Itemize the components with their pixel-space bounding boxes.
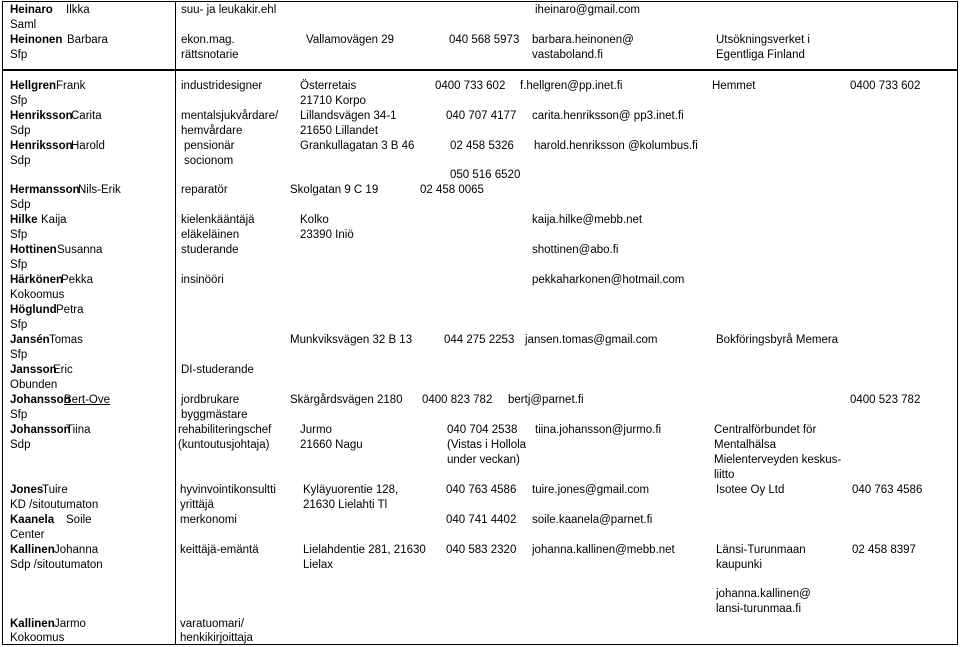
- surname: Heinaro: [10, 4, 53, 16]
- employer: Isotee Oy Ltd: [716, 484, 785, 496]
- address: 23390 Iniö: [300, 229, 354, 241]
- occupation: rättsnotarie: [181, 49, 239, 61]
- occupation: keittäjä-emäntä: [180, 544, 259, 556]
- address: Österretais: [300, 80, 357, 92]
- occupation: studerande: [181, 244, 239, 256]
- party: Sfp: [10, 95, 28, 107]
- email[interactable]: iheinaro@gmail.com: [535, 4, 640, 16]
- surname: Henriksson: [10, 110, 73, 122]
- occupation: varatuomari/: [180, 618, 244, 630]
- address: Munkviksvägen 32 B 13: [290, 334, 413, 346]
- email[interactable]: f.hellgren@pp.inet.fi: [520, 80, 623, 92]
- employer-email[interactable]: johanna.kallinen@: [716, 588, 811, 600]
- address: Jurmo: [300, 424, 332, 436]
- occupation: (kuntoutusjohtaja): [178, 439, 270, 451]
- first-name: Susanna: [57, 244, 103, 256]
- surname: Kallinen: [10, 618, 55, 630]
- surname: Henriksson: [10, 140, 73, 152]
- party: Saml: [10, 19, 37, 31]
- occupation: rehabiliteringschef: [178, 424, 272, 436]
- phone: 02 458 5326: [450, 140, 514, 152]
- employer: Egentliga Finland: [716, 49, 805, 61]
- first-name: Pekka: [61, 274, 93, 286]
- first-name: Kaija: [41, 214, 67, 226]
- first-name: Barbara: [67, 34, 108, 46]
- first-name: Eric: [53, 364, 73, 376]
- email[interactable]: bertj@parnet.fi: [508, 394, 584, 406]
- occupation: hemvårdare: [181, 125, 243, 137]
- phone: 0400 733 602: [435, 80, 506, 92]
- party: Sdp: [10, 439, 31, 451]
- grid-line: [2, 1, 3, 645]
- phone: 02 458 8397: [852, 544, 916, 556]
- party: Sfp: [10, 409, 28, 421]
- occupation: reparatör: [181, 184, 228, 196]
- address: Lillandsvägen 34-1: [300, 110, 397, 122]
- surname: Kaanela: [10, 514, 55, 526]
- phone: 040 741 4402: [446, 514, 517, 526]
- occupation: jordbrukare: [181, 394, 240, 406]
- occupation: insinööri: [181, 274, 224, 286]
- party: Sfp: [10, 349, 28, 361]
- phone: 040 763 4586: [446, 484, 517, 496]
- address: Lielahdentie 281, 21630: [303, 544, 426, 556]
- phone: 040 704 2538: [447, 424, 518, 436]
- email[interactable]: tuire.jones@gmail.com: [532, 484, 650, 496]
- address: Vallamovägen 29: [306, 34, 395, 46]
- email[interactable]: vastaboland.fi: [532, 49, 603, 61]
- email[interactable]: pekkaharkonen@hotmail.com: [532, 274, 685, 286]
- address: Kyläyuorentie 128,: [303, 484, 399, 496]
- occupation: merkonomi: [180, 514, 237, 526]
- phone: 040 583 2320: [446, 544, 517, 556]
- occupation: hyvinvointikonsultti: [180, 484, 276, 496]
- first-name: Tiina: [66, 424, 91, 436]
- party: Sdp /sitoutumaton: [10, 559, 103, 571]
- occupation: pensionär: [184, 140, 235, 152]
- employer: Länsi-Turunmaan: [716, 544, 806, 556]
- phone: 0400 523 782: [850, 394, 921, 406]
- first-name: Harold: [71, 140, 105, 152]
- surname: Hermansson: [10, 184, 80, 196]
- party: Sdp: [10, 155, 31, 167]
- email[interactable]: kaija.hilke@mebb.net: [532, 214, 643, 226]
- email[interactable]: carita.henriksson@ pp3.inet.fi: [532, 110, 684, 122]
- first-name: Frank: [56, 80, 86, 92]
- occupation: mentalsjukvårdare/: [181, 110, 279, 122]
- surname: Höglund: [10, 304, 57, 316]
- occupation: DI-studerande: [181, 364, 254, 376]
- employer: liitto: [714, 469, 735, 481]
- employer: Bokföringsbyrå Memera: [716, 334, 839, 346]
- party: Obunden: [10, 379, 58, 391]
- grid-line: [175, 1, 176, 645]
- surname: Kallinen: [10, 544, 55, 556]
- email[interactable]: soile.kaanela@parnet.fi: [532, 514, 653, 526]
- phone: 040 707 4177: [446, 110, 517, 122]
- email[interactable]: johanna.kallinen@mebb.net: [532, 544, 675, 556]
- address: Kolko: [300, 214, 329, 226]
- surname: Jansén: [10, 334, 50, 346]
- occupation: yrittäjä: [180, 499, 214, 511]
- grid-line: [2, 644, 958, 645]
- email[interactable]: barbara.heinonen@: [532, 34, 634, 46]
- employer: kaupunki: [716, 559, 763, 571]
- party: KD /sitoutumaton: [10, 499, 99, 511]
- occupation: ekon.mag.: [181, 34, 235, 46]
- phone: 02 458 0065: [420, 184, 484, 196]
- surname: Johansson: [10, 394, 71, 406]
- first-name: Petra: [56, 304, 84, 316]
- surname: Härkönen: [10, 274, 64, 286]
- employer: Centralförbundet för: [714, 424, 817, 436]
- first-name: Carita: [71, 110, 102, 122]
- party: Sdp: [10, 125, 31, 137]
- phone: 0400 733 602: [850, 80, 921, 92]
- phone: 040 763 4586: [852, 484, 923, 496]
- occupation: eläkeläinen: [181, 229, 240, 241]
- address: 21630 Lielahti Tl: [303, 499, 388, 511]
- employer: Mielenterveyden keskus-: [714, 454, 842, 466]
- address: 21650 Lillandet: [300, 125, 379, 137]
- email[interactable]: jansen.tomas@gmail.com: [525, 334, 658, 346]
- party: Sfp: [10, 229, 28, 241]
- address: Lielax: [303, 559, 334, 571]
- surname: Heinonen: [10, 34, 63, 46]
- email[interactable]: shottinen@abo.fi: [532, 244, 619, 256]
- phone: 044 275 2253: [444, 334, 515, 346]
- occupation: socionom: [184, 155, 234, 167]
- phone: (Vistas i Hollola: [447, 439, 527, 451]
- occupation: henkikirjoittaja: [180, 632, 253, 644]
- email[interactable]: tiina.johansson@jurmo.fi: [535, 424, 662, 436]
- occupation: byggmästare: [181, 409, 248, 421]
- surname: Johansson: [10, 424, 71, 436]
- employer: Utsökningsverket i: [716, 34, 810, 46]
- occupation: kielenkääntäjä: [181, 214, 255, 226]
- grid-line: [2, 69, 958, 71]
- first-name: Bert-Ove: [64, 394, 111, 406]
- party: Kokoomus: [10, 289, 65, 301]
- address: Skärgårdsvägen 2180: [290, 394, 403, 406]
- employer: Hemmet: [712, 80, 756, 92]
- phone: 0400 823 782: [422, 394, 493, 406]
- address: Skolgatan 9 C 19: [290, 184, 379, 196]
- first-name: Ilkka: [66, 4, 90, 16]
- phone: 050 516 6520: [450, 169, 521, 181]
- party: Sfp: [10, 259, 28, 271]
- phone: under veckan): [447, 454, 520, 466]
- party: Sfp: [10, 49, 28, 61]
- party: Center: [10, 529, 45, 541]
- party: Kokoomus: [10, 632, 65, 644]
- employer: Mentalhälsa: [714, 439, 777, 451]
- first-name: Johanna: [54, 544, 99, 556]
- email[interactable]: harold.henriksson @kolumbus.fi: [534, 140, 698, 152]
- surname: Jones: [10, 484, 44, 496]
- first-name: Tuire: [42, 484, 68, 496]
- surname: Jansson: [10, 364, 57, 376]
- address: Grankullagatan 3 B 46: [300, 140, 415, 152]
- party: Sdp: [10, 199, 31, 211]
- address: 21660 Nagu: [300, 439, 363, 451]
- phone: 040 568 5973: [449, 34, 520, 46]
- first-name: Nils-Erik: [78, 184, 121, 196]
- first-name: Jarmo: [54, 618, 86, 630]
- surname: Hellgren: [10, 80, 57, 92]
- address: 21710 Korpo: [300, 95, 366, 107]
- employer-email[interactable]: lansi-turunmaa.fi: [716, 603, 802, 615]
- first-name: Tomas: [49, 334, 83, 346]
- first-name: Soile: [66, 514, 92, 526]
- surname: Hottinen: [10, 244, 57, 256]
- occupation: suu- ja leukakir.ehl: [181, 4, 277, 16]
- surname: Hilke: [10, 214, 38, 226]
- grid-line: [957, 1, 958, 645]
- occupation: industridesigner: [181, 80, 263, 92]
- grid-line: [2, 1, 958, 2]
- party: Sfp: [10, 319, 28, 331]
